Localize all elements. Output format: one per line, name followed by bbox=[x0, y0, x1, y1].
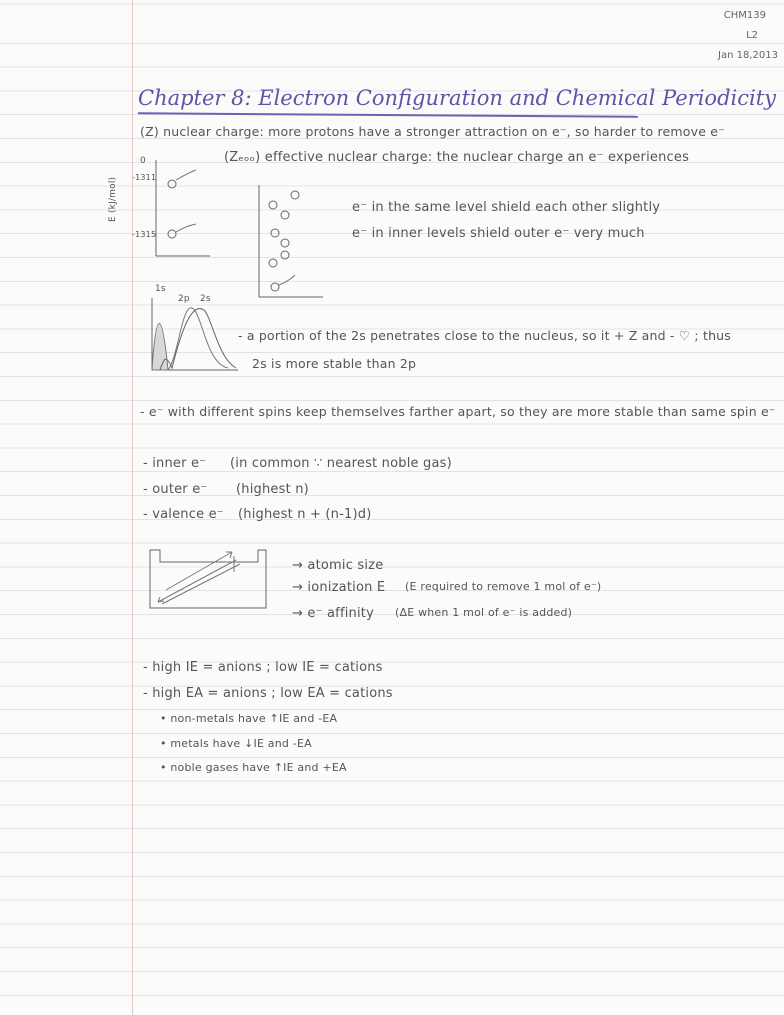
margin-line bbox=[132, 0, 133, 1015]
outer-electrons-label: - outer e⁻ bbox=[143, 482, 208, 497]
radial-probability-sketch bbox=[148, 298, 240, 374]
lecture-number: L2 bbox=[746, 30, 758, 41]
outer-electrons-note: (highest n) bbox=[236, 482, 309, 497]
energy-diagram-sketch bbox=[150, 160, 220, 260]
course-code: CHM139 bbox=[723, 10, 766, 21]
orbital-1s-label: 1s bbox=[155, 284, 166, 294]
valence-electrons-note: (highest n + (n-1)d) bbox=[238, 507, 372, 522]
title-underline bbox=[138, 112, 638, 117]
ionization-energy-note: - high IE = anions ; low IE = cations bbox=[143, 660, 383, 675]
orbital-2p-label: 2p bbox=[178, 294, 190, 304]
effective-nuclear-charge-note: (Zₑₒₒ) effective nuclear charge: the nuclear charge an e⁻ experiences bbox=[224, 150, 690, 165]
shield-note-1: e⁻ in the same level shield each other slightly bbox=[352, 200, 661, 215]
nuclear-charge-note: (Z) nuclear charge: more protons have a stronger attraction on e⁻, so harder to remove e⁻ bbox=[140, 124, 725, 139]
periodic-trend-sketch bbox=[148, 546, 268, 612]
level-bottom-label: -1315 bbox=[132, 230, 157, 239]
shielding-diagram-sketch bbox=[255, 185, 325, 300]
zero-label: 0 bbox=[140, 156, 146, 166]
noble-gases-bullet: • noble gases have ↑IE and +EA bbox=[160, 761, 347, 774]
page-title: Chapter 8: Electron Configuration and Chemical Periodicity bbox=[138, 86, 777, 110]
trend-ionization-energy-note: (E required to remove 1 mol of e⁻) bbox=[405, 580, 602, 593]
inner-electrons-label: - inner e⁻ bbox=[143, 456, 207, 471]
energy-axis-label: E (kJ/mol) bbox=[108, 176, 118, 222]
level-top-label: -1311 bbox=[132, 173, 157, 182]
shield-note-2: e⁻ in inner levels shield outer e⁻ very much bbox=[352, 226, 645, 241]
electron-affinity-note: - high EA = anions ; low EA = cations bbox=[143, 686, 393, 701]
trend-ionization-energy: → ionization E bbox=[292, 580, 386, 595]
non-metals-bullet: • non-metals have ↑IE and -EA bbox=[160, 712, 338, 725]
metals-bullet: • metals have ↓IE and -EA bbox=[160, 737, 312, 750]
orbital-2s-label: 2s bbox=[200, 294, 211, 304]
spin-note: - e⁻ with different spins keep themselves farther apart, so they are more stable than same spin e⁻ bbox=[140, 404, 776, 419]
valence-electrons-label: - valence e⁻ bbox=[143, 507, 224, 522]
penetration-note-1: - a portion of the 2s penetrates close to the nucleus, so it + Z and - ♡ ; thus bbox=[238, 328, 732, 343]
date: Jan 18,2013 bbox=[718, 50, 778, 61]
trend-atomic-size: → atomic size bbox=[292, 558, 384, 573]
trend-electron-affinity: → e⁻ affinity bbox=[292, 606, 374, 621]
penetration-note-2: 2s is more stable than 2p bbox=[252, 356, 417, 371]
trend-electron-affinity-note: (ΔE when 1 mol of e⁻ is added) bbox=[395, 606, 573, 619]
inner-electrons-note: (in common ∵ nearest noble gas) bbox=[230, 456, 452, 471]
